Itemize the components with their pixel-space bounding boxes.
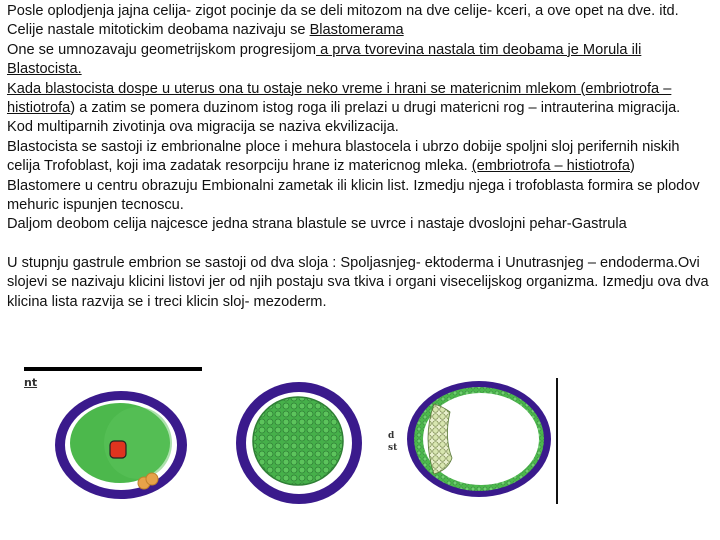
paragraph bbox=[7, 254, 715, 312]
text-segment: One se umnozavaju geometrijskom progresijom bbox=[7, 41, 317, 58]
text-segment: U stupnju gastrule embrion se sastoji od dva sloja : Spoljasnjeg- ektoderma i Unutrasnjeg – endoderma.Ovi slojevi se nazivaju klicini listovi jer od njih postaju sva tkiva i organi visecelijskog organizma. Izmedju ova dva klicina lista razvija se i treci klicin sloj- mezoderm. bbox=[7, 254, 709, 310]
text-segment: Blastocista se sastoji iz embrionalne ploce i mehura blastocela i ubrzo dobije spoljni sloj perifernih niskih celija Trofoblast, koji ima zadatak resorpciju hrane iz matericnog mleka. bbox=[7, 138, 680, 175]
underlined-text: Kada blastocista dospe u uterus ona tu ostaje neko vreme i hrani se matericnim mlekom (embriotrofa –histiotrofa bbox=[7, 80, 672, 117]
divider-line bbox=[24, 367, 202, 371]
underlined-text: (embriotrofa – histiotrofa bbox=[471, 158, 630, 175]
paragraph bbox=[7, 138, 715, 177]
side-label-2: st bbox=[388, 443, 398, 453]
zygote-illustration bbox=[48, 385, 198, 505]
paragraph bbox=[7, 2, 715, 21]
paragraph bbox=[7, 177, 715, 216]
underlined-text: a prva tvorevina nastala tim deobama je Morula ili Blastocista. bbox=[7, 41, 642, 78]
paragraph bbox=[7, 118, 715, 137]
figure-side-labels bbox=[388, 430, 397, 454]
text-segment: Posle oplodjenja jajna celija- zigot pocinje da se deli mitozom na dve celije- kceri, a ove opet na dve. itd. bbox=[7, 3, 679, 19]
paragraph bbox=[7, 21, 715, 40]
text-segment: Celije nastale mitotickim deobama nazivaju se bbox=[7, 22, 310, 39]
document-body bbox=[7, 2, 715, 312]
blastocyst-illustration bbox=[404, 378, 554, 500]
text-segment: Kod multiparnih zivotinja ova migracija se naziva ekvilizacija. bbox=[7, 119, 399, 136]
paragraph-gap bbox=[7, 235, 715, 254]
figure-label-left: nt bbox=[24, 376, 38, 389]
nucleus-icon bbox=[110, 441, 126, 458]
text-segment: ) a zatim se pomera duzinom istog roga ili prelazi u drugi matericni rog – intrauterina migracija. bbox=[70, 100, 681, 117]
morula-illustration bbox=[234, 378, 364, 508]
vertical-rule bbox=[556, 378, 558, 504]
paragraph bbox=[7, 41, 715, 80]
text-segment: ) bbox=[629, 158, 635, 175]
text-segment: Blastomere u centru obrazuju Embionalni zametak ili klicin list. Izmedju njega i trofoblasta formira se plodov mehuric ispunjen tecnoscu. bbox=[7, 177, 700, 214]
paragraph bbox=[7, 215, 715, 234]
paragraph bbox=[7, 80, 715, 119]
underlined-text: Blastomerama bbox=[309, 22, 404, 39]
text-segment: Daljom deobom celija najcesce jedna strana blastule se uvrce i nastaje dvoslojni pehar-Gastrula bbox=[7, 216, 627, 233]
side-label-1: d bbox=[388, 431, 395, 441]
